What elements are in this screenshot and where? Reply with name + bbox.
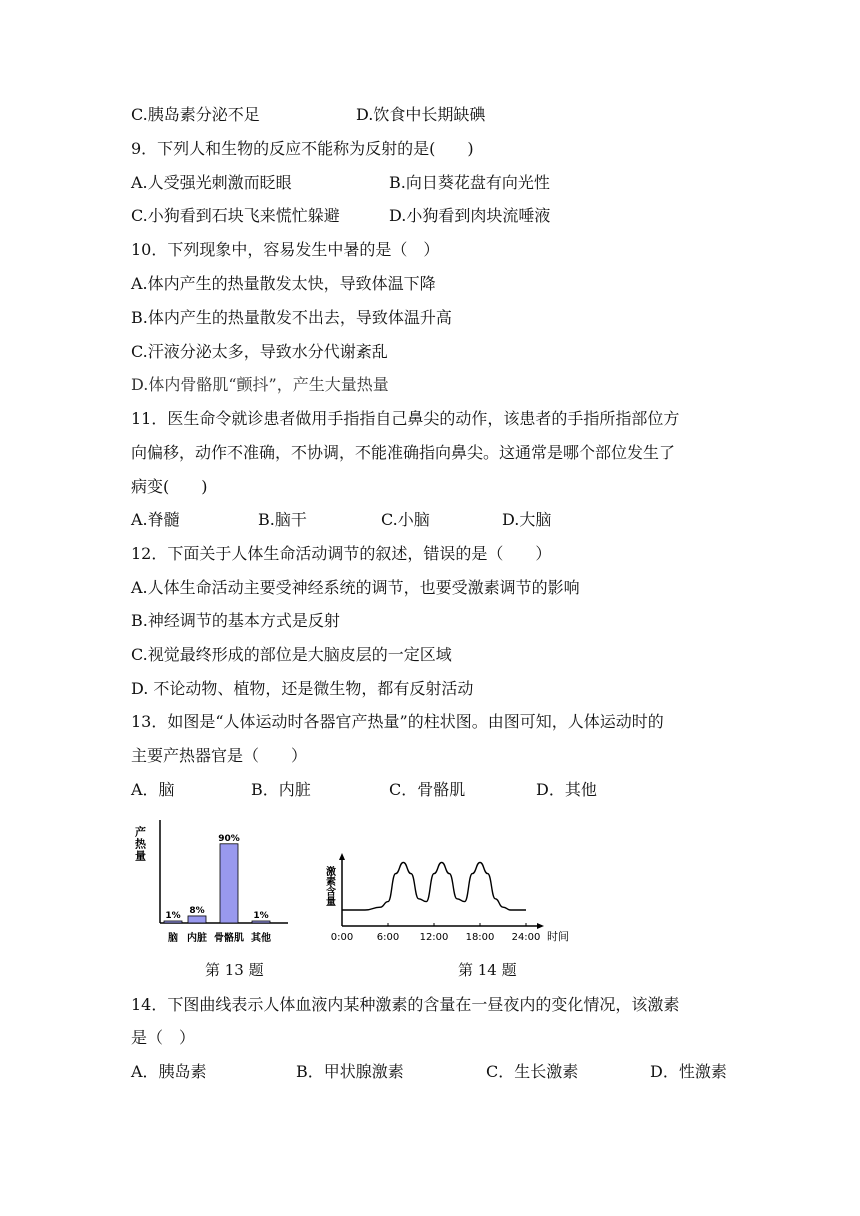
q10-option-d: D.体内骨骼肌“颤抖”，产生大量热量 bbox=[131, 375, 389, 394]
line-chart-y-arrow bbox=[339, 853, 345, 860]
bar-3 bbox=[220, 844, 238, 923]
q13-option-a: A．脑 bbox=[131, 780, 175, 799]
x-tick-label: 6:00 bbox=[376, 932, 400, 943]
q14-option-c: C．生长激素 bbox=[486, 1062, 579, 1081]
q14-stem-line1: 14．下图曲线表示人体血液内某种激素的含量在一昼夜内的变化情况，该激素 bbox=[131, 995, 680, 1014]
q11-option-d: D.大脑 bbox=[502, 510, 552, 529]
x-tick-label: 12:00 bbox=[419, 932, 449, 943]
q9-option-d: D.小狗看到肉块流唾液 bbox=[389, 206, 551, 225]
bar-4 bbox=[252, 921, 270, 923]
q11-stem-line2: 向偏移，动作不准确，不协调，不能准确指向鼻尖。这通常是哪个部位发生了 bbox=[131, 443, 676, 462]
q13-option-c: C．骨骼肌 bbox=[389, 780, 466, 799]
q12-option-d: D. 不论动物、植物，还是微生物，都有反射活动 bbox=[131, 679, 474, 698]
line-chart-x-arrow bbox=[537, 923, 544, 929]
q11-stem-line3: 病变( ) bbox=[131, 477, 208, 496]
q14-option-b: B．甲状腺激素 bbox=[296, 1062, 404, 1081]
x-tick-label: 18:00 bbox=[465, 932, 495, 943]
bar-value-label: 8% bbox=[189, 905, 205, 916]
hormone-line-chart bbox=[322, 852, 582, 947]
q11-option-c: C.小脑 bbox=[381, 510, 430, 529]
x-tick-label: 0:00 bbox=[330, 932, 354, 943]
q13-figure-caption: 第 13 题 bbox=[205, 961, 264, 979]
bar-2 bbox=[188, 916, 206, 923]
q9-option-c: C.小狗看到石块飞来慌忙躲避 bbox=[131, 206, 340, 225]
q9-option-b: B.向日葵花盘有向光性 bbox=[389, 173, 550, 192]
q12-option-a: A.人体生命活动主要受神经系统的调节，也要受激素调节的影响 bbox=[131, 578, 580, 597]
bar-value-label: 1% bbox=[165, 911, 181, 921]
q8-option-c: C.胰岛素分泌不足 bbox=[131, 105, 260, 124]
bar-value-label: 90% bbox=[218, 833, 240, 844]
q12-option-c: C.视觉最终形成的部位是大脑皮层的一定区域 bbox=[131, 645, 452, 664]
q11-option-b: B.脑干 bbox=[258, 510, 307, 529]
q13-stem-line2: 主要产热器官是（ ） bbox=[131, 746, 308, 765]
bar-1 bbox=[164, 921, 182, 923]
q13-option-d: D．其他 bbox=[536, 780, 597, 799]
q10-option-c: C.汗液分泌太多，导致水分代谢紊乱 bbox=[131, 342, 388, 361]
q12-option-b: B.神经调节的基本方式是反射 bbox=[131, 611, 340, 630]
q14-option-a: A．胰岛素 bbox=[131, 1062, 207, 1081]
line-chart-x-label: 时间 bbox=[547, 930, 569, 943]
q13-option-b: B．内脏 bbox=[251, 780, 311, 799]
q11-option-a: A.脊髓 bbox=[131, 510, 180, 529]
q10-stem: 10．下列现象中，容易发生中暑的是（ ） bbox=[131, 240, 440, 259]
q10-option-a: A.体内产生的热量散发太快，导致体温下降 bbox=[131, 274, 436, 293]
q14-option-d: D．性激素 bbox=[650, 1062, 727, 1081]
bar-category-label: 其他 bbox=[251, 933, 271, 944]
q10-option-b: B.体内产生的热量散发不出去，导致体温升高 bbox=[131, 308, 452, 327]
q14-figure-caption: 第 14 题 bbox=[458, 961, 517, 979]
x-tick-label: 24:00 bbox=[511, 932, 541, 943]
q9-stem: 9．下列人和生物的反应不能称为反射的是( ) bbox=[131, 139, 474, 158]
line-chart-y-label: 激素含量 bbox=[323, 866, 335, 906]
q12-stem: 12．下面关于人体生命活动调节的叙述，错误的是（ ） bbox=[131, 544, 552, 563]
organ-heat-bar-chart bbox=[128, 812, 298, 952]
q8-option-d: D.饮食中长期缺碘 bbox=[356, 105, 486, 124]
bar-value-label: 1% bbox=[253, 911, 269, 921]
q13-stem-line1: 13．如图是“人体运动时各器官产热量”的柱状图。由图可知，人体运动时的 bbox=[131, 712, 664, 731]
bar-category-label: 骨骼肌 bbox=[214, 933, 244, 944]
q9-option-a: A.人受强光刺激而眨眼 bbox=[131, 173, 292, 192]
q14-stem-line2: 是（ ） bbox=[131, 1028, 196, 1047]
bar-category-label: 脑 bbox=[168, 933, 178, 944]
line-chart-series bbox=[342, 862, 526, 910]
bar-category-label: 内脏 bbox=[187, 933, 207, 944]
bar-chart-y-label: 产热量 bbox=[133, 826, 147, 862]
q11-stem-line1: 11．医生命令就诊患者做用手指指自己鼻尖的动作，该患者的手指所指部位方 bbox=[131, 409, 680, 428]
